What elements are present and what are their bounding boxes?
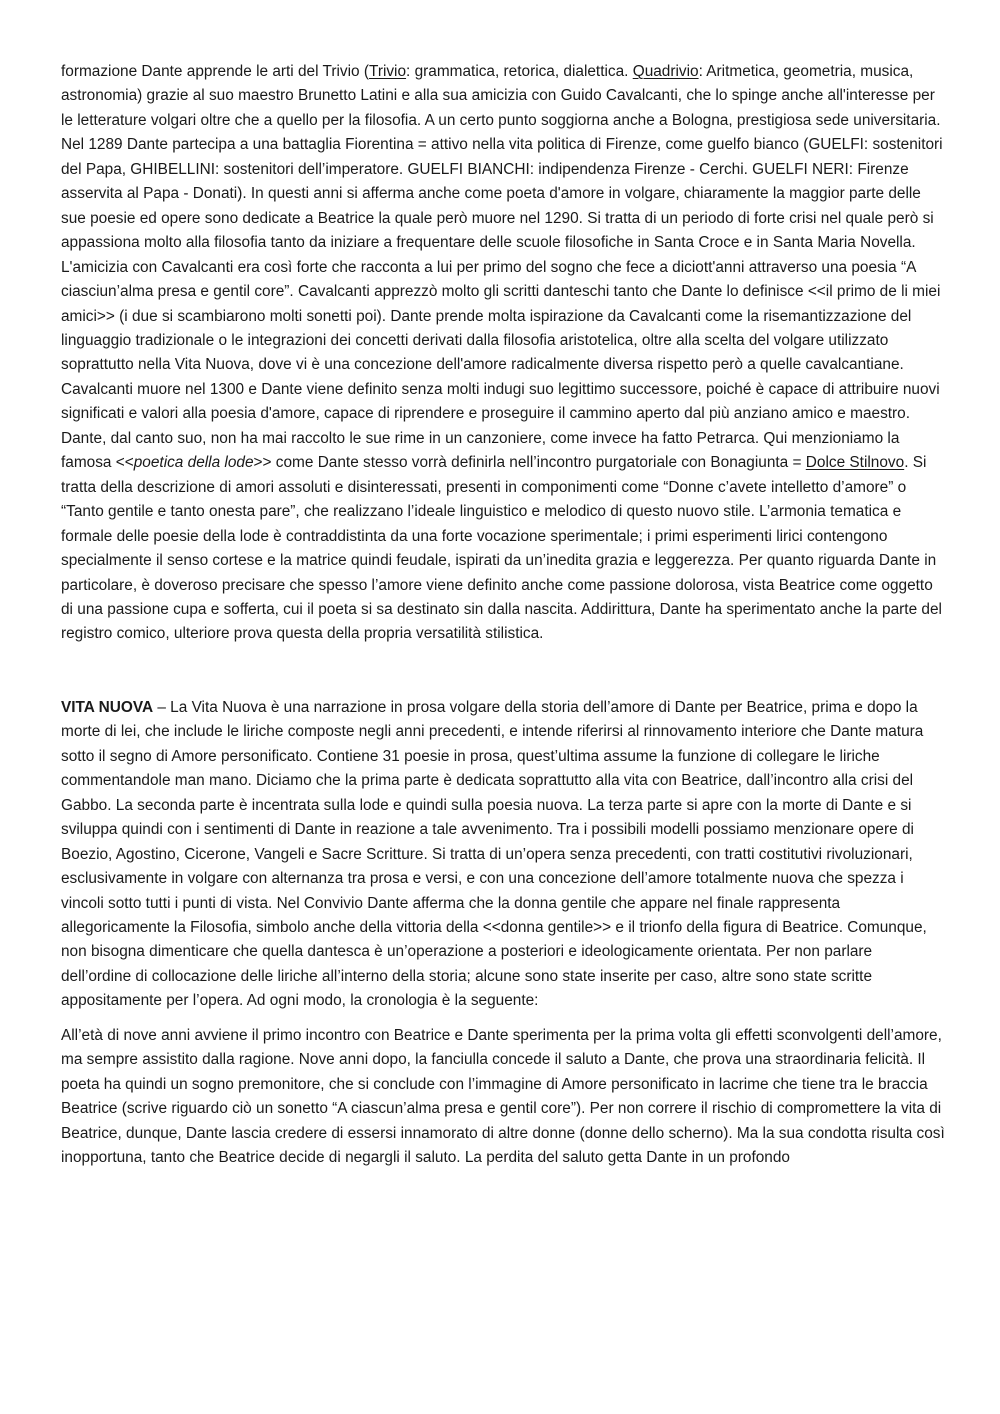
dolce-stilnovo-link[interactable]: Dolce Stilnovo bbox=[805, 454, 905, 472]
text-run: : Aritmetica, geometria, musica, astronomia) grazie al suo maestro Brunetto Latini e alla sua amicizia con Guido Cavalcanti, che lo spinge anche all'interesse per le letterature volgari oltre che a quello per la filosofia. A un certo punto soggiorna anche a Bologna, prestigiosa sede universitaria. Nel 1289 Dante partecipa a una battaglia Fiorentina = attivo nella vita politica di Firenze, come guelfo bianco (GUELFI: sostenitori del Papa, GHIBELLINI: sostenitori dell’imperatore. GUELFI BIANCHI: indipendenza Firenze - Cerchi. GUELFI NERI: Firenze asservita al Papa - Donati). In questi anni si afferma anche come poeta d'amore in volgare, chiaramente la maggior parte delle sue poesie ed opere sono dedicate a Beatrice la quale però muore nel 1290. Si tratta di un periodo di forte crisi nel quale però si appassiona molto alla filosofia tanto da iniziare a frequentare delle scuole filosofiche in Santa Croce e in Santa Maria Novella. bbox=[61, 63, 943, 252]
text-run: . Si tratta della descrizione di amori assoluti e disinteressati, presenti in componimenti come “Donne c’avete intelletto d’amore” o “Tanto gentile e tanto onesta pare”, che realizzano l’ideale linguistico e melodico di questo nuovo stile. L’armonia tematica e formale delle poesie della lode è contraddistinta da una forte vocazione sperimentale; i primi esperimenti lirici contengono specialmente il senso cortese e la matrice quindi feudale, ispirati da un’inedita grazia e leggerezza. Per quanto riguarda Dante in particolare, è doveroso precisare che spesso l’amore viene definito anche come passione dolorosa, vista Beatrice come oggetto di una passione cupa e sofferta, cui il poeta si sa destinato sin dalla nascita. Addirittura, Dante ha sperimentato anche la parte del registro comico, ulteriore prova questa della propria versatilità stilistica. bbox=[61, 454, 942, 643]
paragraph-formazione bbox=[61, 60, 946, 256]
text-run: formazione Dante apprende le arti del Trivio ( bbox=[61, 63, 369, 80]
paragraph-cronologia bbox=[61, 1024, 946, 1171]
quadrivio-link[interactable]: Quadrivio bbox=[632, 63, 699, 80]
italic-term: poetica della lode bbox=[133, 454, 254, 472]
paragraph-cavalcanti bbox=[61, 256, 946, 647]
spacer bbox=[61, 1014, 946, 1024]
paragraph-vita-nuova bbox=[61, 696, 946, 1014]
text-run: L'amicizia con Cavalcanti era così forte che racconta a lui per primo del sogno che fece a diciott'anni attraverso una poesia “A ciasciun’alma presa e gentil core”. Cavalcanti apprezzò molto gli scritti danteschi tanto che Dante lo definisce <<il primo de li miei amici>> (i due si scambiarono molti sonetti poi). Dante prende molta ispirazione da Cavalcanti come la risemantizzazione del linguaggio tradizionale o le integrazioni dei concetti derivati dalla filosofia aristotelica, oltre alla scelta del volgare utilizzato soprattutto nella Vita Nuova, dove vi è una concezione dell'amore radicalmente diversa rispetto però a quelle cavalcantiane. Cavalcanti muore nel 1300 e Dante viene definito senza molti indugi suo legittimo successore, poiché è capace di attribuire nuovi significati e valori alla poesia d'amore, capace di riprendere e proseguire il cammino aperto dal più anziano amico e maestro. Dante, dal canto suo, non ha mai raccolto le sue rime in un canzoniere, come invece ha fatto Petrarca. Qui menzioniamo la famosa << bbox=[61, 258, 941, 472]
text-run: – La Vita Nuova è una narrazione in prosa volgare della storia dell’amore di Dante per Beatrice, prima e dopo la morte di lei, che include le liriche composte negli anni precedenti, e intende riferirsi al rinnovamento interiore che Dante matura sotto il segno di Amore personificato. Contiene 31 poesie in prosa, quest’ultima assume la funzione di collegare le liriche commentandole man mano. Diciamo che la prima parte è dedicata soprattutto alla vita con Beatrice, dall’incontro alla crisi del Gabbo. La seconda parte è incentrata sulla lode e quindi sulla poesia nuova. La terza parte si apre con la morte di Dante e si sviluppa quindi con i sentimenti di Dante in reazione a tale avvenimento. Tra i possibili modelli possiamo menzionare opere di Boezio, Agostino, Cicerone, Vangeli e Sacre Scritture. Si tratta di un’opera senza precedenti, con tratti costitutivi rivoluzionari, esclusivamente in volgare con alternanza tra prosa e versi, e con una concezione dell’amore totalmente nuova che spezza i vincoli sotto tutti i punti di vista. Nel Convivio Dante afferma che la donna gentile che appare nel finale rappresenta allegoricamente la Filosofia, simbolo anche della vittoria della <<donna gentile>> e il trionfo della figura di Beatrice. Comunque, non bisogna dimenticare che quella dantesca è un’operazione a posteriori e ideologicamente orientata. Per non parlare dell’ordine di collocazione delle liriche all’interno della storia; alcune sono state inserite per caso, altre sono state scritte appositamente per l’opera. Ad ogni modo, la cronologia è la seguente: bbox=[61, 698, 927, 1010]
trivio-link[interactable]: Trivio bbox=[368, 63, 407, 80]
text-run: : grammatica, retorica, dialettica. bbox=[406, 63, 633, 80]
section-heading: VITA NUOVA bbox=[61, 698, 154, 716]
text-run: All’età di nove anni avviene il primo incontro con Beatrice e Dante sperimenta per la prima volta gli effetti sconvolgenti dell’amore, ma sempre assistito dalla ragione. Nove anni dopo, la fanciulla concede il saluto a Dante, che prova una straordinaria felicità. Il poeta ha quindi un sogno premonitore, che si conclude con l’immagine di Amore personificato in lacrime che tiene tra le braccia Beatrice (scrive riguardo ciò un sonetto “A ciascun’alma presa e gentil core”). Per non correre il rischio di compromettere la vita di Beatrice, dunque, Dante lascia credere di essersi innamorato di altre donne (donne dello scherno). Ma la sua condotta risulta così inopportuna, tanto che Beatrice decide di negargli il saluto. La perdita del saluto getta Dante in un profondo bbox=[61, 1026, 945, 1167]
document-page bbox=[61, 60, 946, 1170]
spacer bbox=[61, 647, 946, 696]
text-run: >> come Dante stesso vorrà definirla nell’incontro purgatoriale con Bonagiunta = bbox=[253, 454, 806, 472]
